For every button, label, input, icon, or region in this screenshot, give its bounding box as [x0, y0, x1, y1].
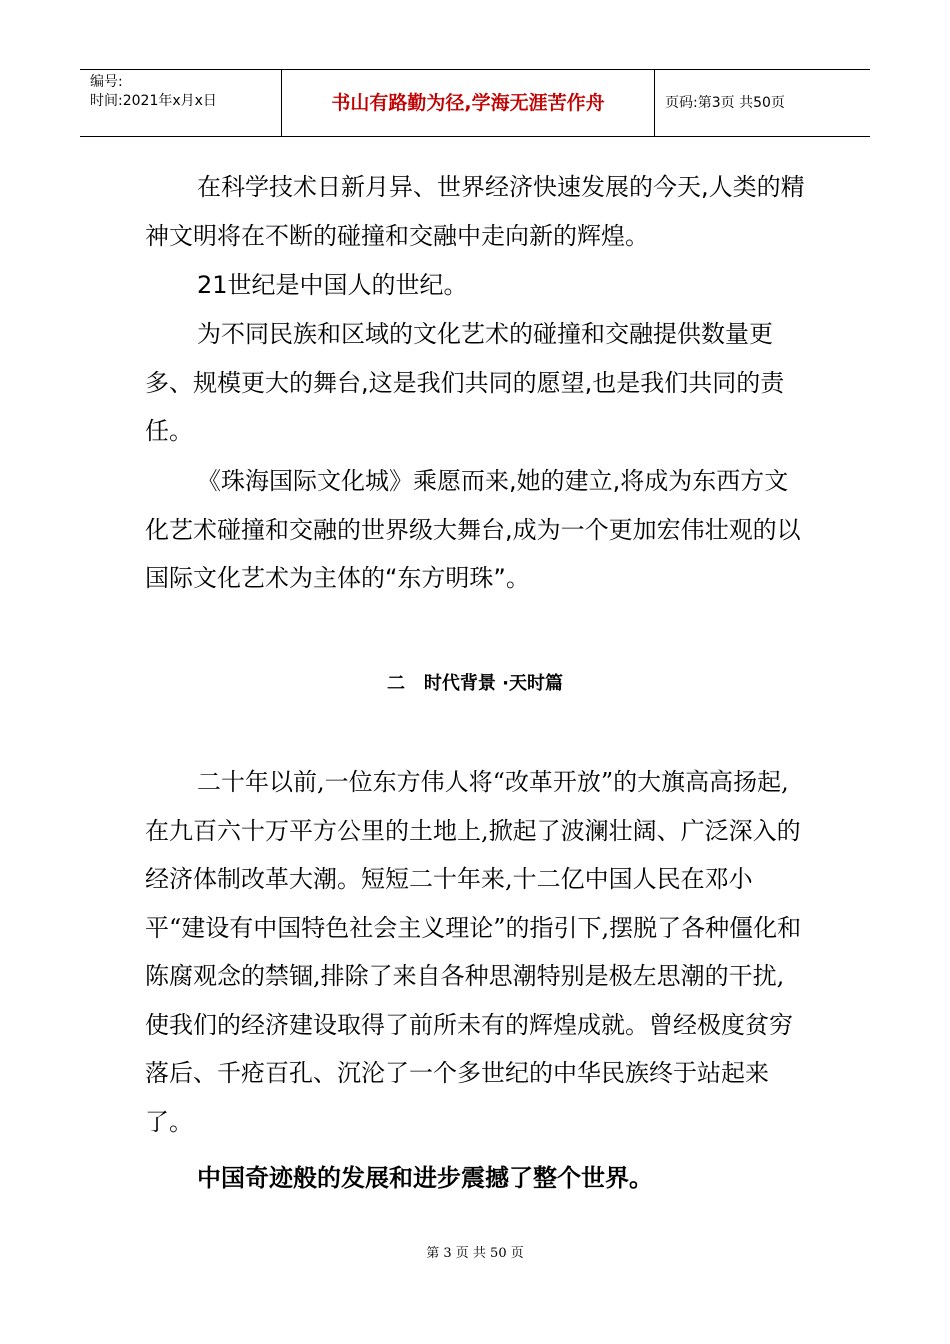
paragraph-culture-city [145, 457, 807, 603]
paragraph-5: 二十年以前,一位东方伟人将“改革开放”的大旗高高扬起,在九百六十万平方公里的土地上,掀起了波澜壮阔、广泛深入的经济体制改革大潮。短短二十年来,十二亿中国人民在邓小平“建设有中国特色社会主义理论”的指引下,摆脱了各种僵化和陈腐观念的禁锢,排除了来自各种思潮特别是极左思潮的干扰,使我们的经济建设取得了前所未有的辉煌成就。曾经极度贫穷落后、千疮百孔、沉沦了一个多世纪的中华民族终于站起来了。 [145, 768, 802, 1136]
paragraph-reform [145, 758, 807, 1146]
header-motto-cell [282, 70, 655, 136]
page-header [80, 69, 870, 137]
paragraph-conclusion [145, 1154, 807, 1203]
paragraph-wish [145, 310, 807, 456]
paragraph-century [145, 261, 807, 310]
header-motto: 书山有路勤为径,学海无涯苦作舟 [331, 92, 605, 114]
header-meta-cell [80, 70, 282, 136]
header-page-info: 页码:第3页 共50页 [665, 95, 785, 111]
paragraph-1: 在科学技术日新月异、世界经济快速发展的今天,人类的精神文明将在不断的碰撞和交融中走向新的辉煌。 [145, 173, 805, 250]
document-number-label: 编号: [90, 74, 123, 90]
section-title: 二 时代背景 ·天时篇 [387, 673, 563, 694]
paragraph-4: 《珠海国际文化城》乘愿而来,她的建立,将成为东西方文化艺术碰撞和交融的世界级大舞台,成为一个更加宏伟壮观的以国际文化艺术为主体的“东方明珠”。 [145, 467, 801, 592]
paragraph-3: 为不同民族和区域的文化艺术的碰撞和交融提供数量更多、规模更大的舞台,这是我们共同的愿望,也是我们共同的责任。 [145, 320, 785, 445]
paragraph-6: 中国奇迹般的发展和进步震撼了整个世界。 [197, 1164, 653, 1192]
paragraph-intro [145, 163, 807, 260]
paragraph-2: 21世纪是中国人的世纪。 [197, 271, 468, 299]
page-footer: 第 3 页 共 50 页 [426, 1246, 524, 1261]
header-page-cell [655, 70, 870, 136]
document-time-label: 时间:2021年x月x日 [90, 93, 217, 109]
